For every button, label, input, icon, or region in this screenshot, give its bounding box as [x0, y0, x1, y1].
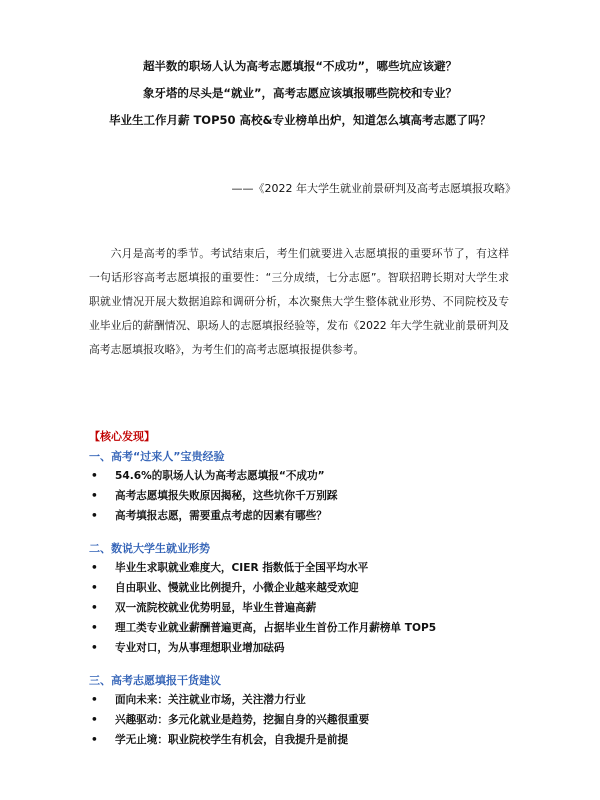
list-item-text: 毕业生求职就业难度大，CIER 指数低于全国平均水平 [115, 561, 369, 574]
headline-2: 象牙塔的尽头是“就业”，高考志愿应该填报哪些院校和专业？ [142, 86, 458, 100]
bullet-icon: • [91, 561, 98, 574]
findings-section-1 [89, 447, 519, 527]
list-item [89, 578, 519, 598]
list-item [89, 690, 519, 710]
findings-section-2 [89, 539, 519, 659]
bullet-icon: • [91, 734, 98, 747]
bullet-list [89, 466, 519, 527]
list-item [89, 486, 519, 506]
bullet-list [89, 690, 519, 751]
intro-paragraph: 六月是高考的季节。考试结束后，考生们就要进入志愿填报的重要环节了，有这样一句话形容高考志愿填报的重要性：“三分成绩，七分志愿”。智联招聘长期对大学生求职就业情况开展大数据追踪和调研分析，本次聚焦大学生整体就业形势、不同院校及专业毕业后的薪酬情况、职场人的志愿填报经验等，发布《2022 年大学生就业前景研判及高考志愿填报攻略》，为考生们的高考志愿填报提供参考。 [89, 247, 509, 356]
bullet-icon: • [91, 713, 98, 726]
list-item [89, 466, 519, 486]
section-title: 二、数说大学生就业形势 [89, 541, 210, 555]
list-item-text: 自由职业、慢就业比例提升，小微企业越来越受欢迎 [115, 581, 359, 594]
list-item-text: 面向未来：关注就业市场，关注潜力行业 [115, 693, 306, 706]
list-item [89, 730, 519, 750]
list-item [89, 558, 519, 578]
bullet-icon: • [91, 490, 98, 503]
list-item-text: 专业对口，为从事理想职业增加砝码 [115, 642, 285, 655]
list-item [89, 638, 519, 658]
list-item [89, 618, 519, 638]
list-item [89, 598, 519, 618]
list-item-text: 54.6%的职场人认为高考志愿填报“不成功” [115, 470, 325, 482]
bullet-icon: • [91, 693, 98, 706]
list-item-text: 学无止境：职业院校学生有机会，自我提升是前提 [115, 734, 349, 747]
bullet-icon: • [91, 510, 98, 523]
bullet-icon: • [91, 622, 98, 635]
bullet-icon: • [91, 602, 98, 615]
list-item-text: 高考志愿填报失败原因揭秘，这些坑你千万别踩 [115, 490, 338, 503]
bullet-icon: • [91, 642, 98, 655]
list-item [89, 710, 519, 730]
headline-1: 超半数的职场人认为高考志愿填报“不成功”，哪些坑应该避？ [142, 59, 458, 73]
headline-block [80, 58, 520, 139]
bullet-list [89, 558, 519, 659]
report-source: ——《2022 年大学生就业前景研判及高考志愿填报攻略》 [231, 182, 516, 195]
list-item-text: 双一流院校就业优势明显，毕业生普遍高薪 [115, 602, 317, 615]
list-item-text: 兴趣驱动：多元化就业是趋势，挖掘自身的兴趣很重要 [115, 713, 370, 726]
bullet-icon: • [91, 581, 98, 594]
core-findings [89, 428, 519, 762]
list-item [89, 506, 519, 526]
list-item-text: 高考填报志愿，需要重点考虑的因素有哪些？ [115, 510, 327, 523]
section-title: 三、高考志愿填报干货建议 [89, 673, 221, 687]
section-title: 一、高考“过来人”宝贵经验 [89, 450, 225, 463]
list-item-text: 理工类专业就业薪酬普遍更高，占据毕业生首份工作月薪榜单 TOP5 [115, 622, 437, 635]
bullet-icon: • [91, 470, 98, 482]
findings-section-3 [89, 671, 519, 751]
headline-3: 毕业生工作月薪 TOP50 高校&专业榜单出炉，知道怎么填高考志愿了吗？ [108, 113, 492, 127]
core-findings-label: 【核心发现】 [89, 430, 155, 443]
